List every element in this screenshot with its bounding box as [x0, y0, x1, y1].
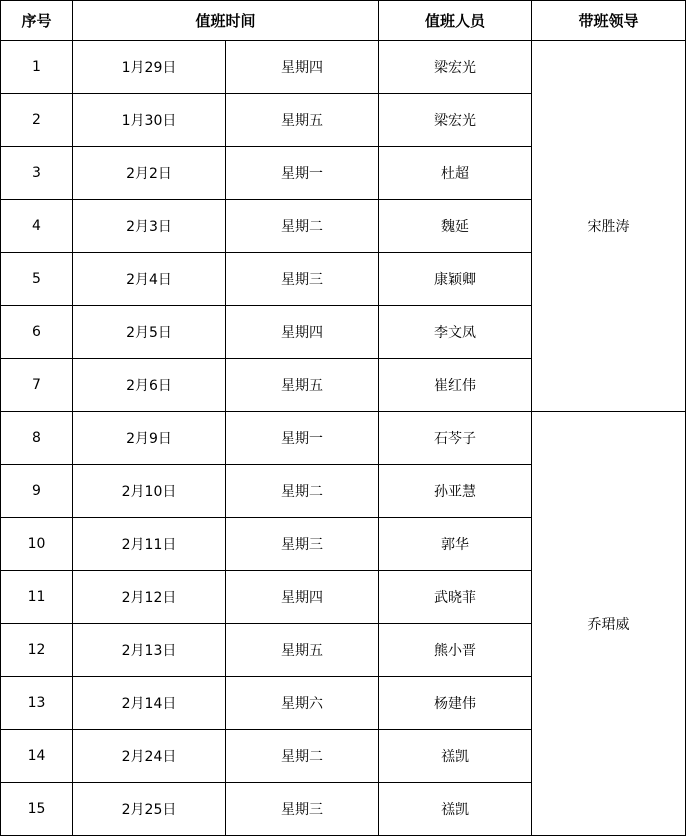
row-weekday: 星期二 [226, 730, 379, 783]
row-weekday: 星期五 [226, 94, 379, 147]
row-person: 熊小晋 [379, 624, 532, 677]
row-no: 4 [1, 200, 73, 253]
row-person: 梁宏光 [379, 94, 532, 147]
leader-cell: 宋胜涛 [532, 41, 686, 412]
row-person: 杜超 [379, 147, 532, 200]
row-no: 10 [1, 518, 73, 571]
row-no: 8 [1, 412, 73, 465]
header-no: 序号 [1, 1, 73, 41]
row-date: 1月29日 [73, 41, 226, 94]
row-no: 7 [1, 359, 73, 412]
row-no: 14 [1, 730, 73, 783]
row-date: 2月4日 [73, 253, 226, 306]
header-row [1, 1, 686, 41]
row-weekday: 星期四 [226, 306, 379, 359]
row-weekday: 星期三 [226, 518, 379, 571]
row-weekday: 星期六 [226, 677, 379, 730]
row-person: 梁宏光 [379, 41, 532, 94]
row-no: 9 [1, 465, 73, 518]
row-person: 石芩子 [379, 412, 532, 465]
row-person: 杨建伟 [379, 677, 532, 730]
header-duty-person: 值班人员 [379, 1, 532, 41]
row-no: 6 [1, 306, 73, 359]
row-weekday: 星期五 [226, 359, 379, 412]
row-date: 2月14日 [73, 677, 226, 730]
row-weekday: 星期一 [226, 147, 379, 200]
row-weekday: 星期三 [226, 783, 379, 836]
row-person: 康颖卿 [379, 253, 532, 306]
header-leader: 带班领导 [532, 1, 686, 41]
leader-cell: 乔珺威 [532, 412, 686, 836]
row-date: 1月30日 [73, 94, 226, 147]
row-weekday: 星期二 [226, 200, 379, 253]
row-no: 12 [1, 624, 73, 677]
row-person: 禚凯 [379, 783, 532, 836]
row-date: 2月5日 [73, 306, 226, 359]
row-person: 郭华 [379, 518, 532, 571]
row-weekday: 星期四 [226, 571, 379, 624]
row-no: 1 [1, 41, 73, 94]
row-date: 2月3日 [73, 200, 226, 253]
table-row [1, 41, 686, 94]
row-weekday: 星期二 [226, 465, 379, 518]
row-no: 2 [1, 94, 73, 147]
row-no: 15 [1, 783, 73, 836]
row-no: 13 [1, 677, 73, 730]
row-person: 禚凯 [379, 730, 532, 783]
row-person: 孙亚慧 [379, 465, 532, 518]
row-date: 2月6日 [73, 359, 226, 412]
row-date: 2月2日 [73, 147, 226, 200]
row-weekday: 星期三 [226, 253, 379, 306]
row-weekday: 星期四 [226, 41, 379, 94]
row-person: 崔红伟 [379, 359, 532, 412]
row-date: 2月10日 [73, 465, 226, 518]
row-date: 2月9日 [73, 412, 226, 465]
row-date: 2月25日 [73, 783, 226, 836]
row-date: 2月24日 [73, 730, 226, 783]
row-date: 2月13日 [73, 624, 226, 677]
table-row [1, 412, 686, 465]
row-weekday: 星期五 [226, 624, 379, 677]
header-duty-time: 值班时间 [73, 1, 379, 41]
row-date: 2月12日 [73, 571, 226, 624]
row-weekday: 星期一 [226, 412, 379, 465]
row-date: 2月11日 [73, 518, 226, 571]
row-person: 武晓菲 [379, 571, 532, 624]
row-no: 11 [1, 571, 73, 624]
row-no: 5 [1, 253, 73, 306]
row-person: 李文凤 [379, 306, 532, 359]
row-no: 3 [1, 147, 73, 200]
row-person: 魏延 [379, 200, 532, 253]
